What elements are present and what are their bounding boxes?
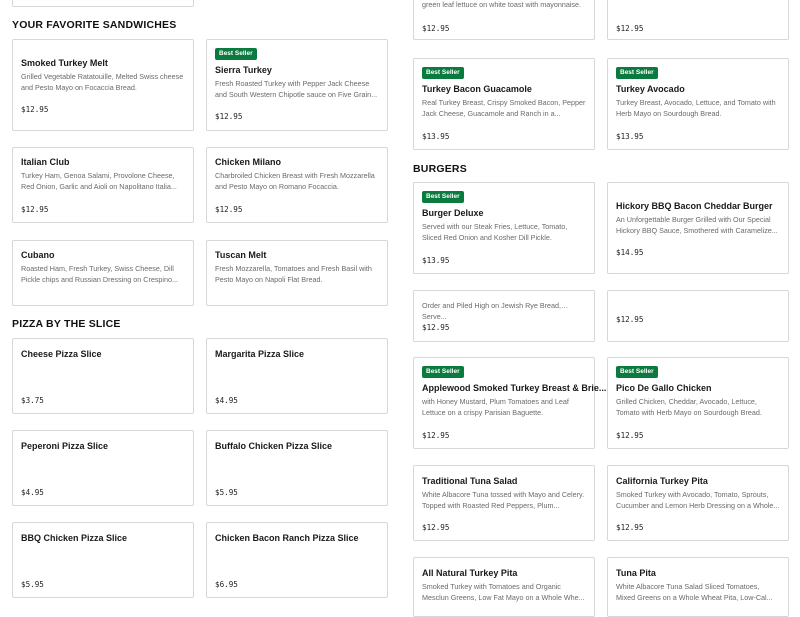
item-name: Sierra Turkey xyxy=(215,65,272,75)
item-price: $14.95 xyxy=(616,248,644,257)
item-description: Grilled Chicken, Cheddar, Avocado, Lettuce, Tomato with Herb Mayo on Sourdough Bread. xyxy=(616,397,762,417)
item-name: Turkey Avocado xyxy=(616,84,685,94)
menu-item-card[interactable] xyxy=(413,465,595,541)
menu-item-card[interactable] xyxy=(413,58,595,150)
section-title-burgers: BURGERS xyxy=(413,163,467,175)
item-price: $4.95 xyxy=(21,488,44,497)
menu-item-card[interactable] xyxy=(12,147,194,223)
item-name: Margarita Pizza Slice xyxy=(215,349,305,359)
item-price: $12.95 xyxy=(616,431,644,440)
item-name: Chicken Milano xyxy=(215,157,282,167)
item-price: $12.95 xyxy=(422,523,450,532)
menu-item-card[interactable] xyxy=(607,58,789,150)
item-name: California Turkey Pita xyxy=(616,476,708,486)
menu-item-card[interactable] xyxy=(413,290,595,342)
menu-item-card[interactable] xyxy=(12,240,194,306)
item-price: $12.95 xyxy=(21,205,49,214)
item-description: White Albacore Tuna tossed with Mayo and Celery. Topped with Roasted Red Peppers, Plum... xyxy=(422,490,585,510)
menu-item-card[interactable] xyxy=(206,338,388,414)
menu-item-card[interactable] xyxy=(206,430,388,506)
best-seller-badge: Best Seller xyxy=(422,366,464,378)
section-title-pizza: PIZZA BY THE SLICE xyxy=(12,318,121,330)
item-name: All Natural Turkey Pita xyxy=(422,568,518,578)
item-description: green leaf lettuce on white toast with mayonnaise. xyxy=(422,0,582,9)
menu-item-card[interactable] xyxy=(12,522,194,598)
item-description: Order and Piled High on Jewish Rye Bread, Serve... xyxy=(422,301,562,321)
menu-item-card[interactable] xyxy=(607,182,789,274)
item-name: Chicken Bacon Ranch Pizza Slice xyxy=(215,533,359,543)
item-price: $6.95 xyxy=(215,580,238,589)
item-description: Real Turkey Breast, Crispy Smoked Bacon, Pepper Jack Cheese, Guacamole and Ranch in a... xyxy=(422,98,586,118)
item-price: $5.95 xyxy=(215,488,238,497)
section-title-sandwiches: YOUR FAVORITE SANDWICHES xyxy=(12,19,177,31)
item-price: $13.95 xyxy=(616,132,644,141)
menu-item-card[interactable] xyxy=(607,465,789,541)
item-description: Smoked Turkey with Tomatoes and Organic Mesclun Greens, Low Fat Mayo on a Whole Whe... xyxy=(422,582,585,602)
menu-item-card[interactable] xyxy=(12,0,194,7)
item-name: Italian Club xyxy=(21,157,70,167)
item-price: $12.95 xyxy=(21,105,49,114)
menu-item-card[interactable] xyxy=(413,357,607,449)
item-price: $13.95 xyxy=(422,256,450,265)
menu-item-card[interactable] xyxy=(206,522,388,598)
menu-item-card[interactable] xyxy=(206,147,388,223)
item-price: $12.95 xyxy=(616,315,644,324)
item-price: $13.95 xyxy=(422,132,450,141)
best-seller-badge: Best Seller xyxy=(616,366,658,378)
best-seller-badge: Best Seller xyxy=(616,67,658,79)
item-description: Turkey Breast, Avocado, Lettuce, and Tomato with Herb Mayo on Sourdough Bread. xyxy=(616,98,776,118)
best-seller-badge: Best Seller xyxy=(422,191,464,203)
item-name: Buffalo Chicken Pizza Slice xyxy=(215,441,333,451)
item-name: Peperoni Pizza Slice xyxy=(21,441,109,451)
item-name: Burger Deluxe xyxy=(422,208,484,218)
menu-item-card[interactable] xyxy=(607,290,789,342)
menu-item-card[interactable] xyxy=(607,357,789,449)
item-description: Fresh Mozzarella, Tomatoes and Fresh Basil with Pesto Mayo on Napoli Flat Bread. xyxy=(215,264,372,284)
menu-item-card[interactable] xyxy=(12,39,194,131)
menu-item-card[interactable] xyxy=(206,240,388,306)
item-price: $12.95 xyxy=(422,24,450,33)
item-name: Tuscan Melt xyxy=(215,250,267,260)
menu-item-card[interactable] xyxy=(12,430,194,506)
menu-item-card[interactable] xyxy=(12,338,194,414)
item-description: White Albacore Tuna Salad Sliced Tomatoes, Mixed Greens on a Whole Wheat Pita, Low-Cal... xyxy=(616,582,773,602)
item-name: Cubano xyxy=(21,250,55,260)
item-name: Traditional Tuna Salad xyxy=(422,476,518,486)
item-price: $12.95 xyxy=(215,112,243,121)
item-price: $12.95 xyxy=(422,431,450,440)
item-description: Roasted Ham, Fresh Turkey, Swiss Cheese, Dill Pickle chips and Russian Dressing on Crespino... xyxy=(21,264,179,284)
item-description: Charbroiled Chicken Breast with Fresh Mozzarella and Pesto Mayo on Romano Focaccia. xyxy=(215,171,375,191)
item-description: Smoked Turkey with Avocado, Tomato, Sprouts, Cucumber and Lemon Herb Dressing on a Whole... xyxy=(616,490,780,510)
best-seller-badge: Best Seller xyxy=(215,48,257,60)
item-name: BBQ Chicken Pizza Slice xyxy=(21,533,128,543)
menu-item-card[interactable] xyxy=(607,557,789,617)
item-price: $12.95 xyxy=(616,24,644,33)
item-price: $12.95 xyxy=(422,323,450,332)
item-description: Grilled Vegetable Ratatouille, Melted Swiss cheese and Pesto Mayo on Focaccia Bread. xyxy=(21,72,184,92)
item-description: Fresh Roasted Turkey with Pepper Jack Cheese and South Western Chipotle sauce on Five Grain... xyxy=(215,79,378,99)
item-name: Tuna Pita xyxy=(616,568,656,578)
menu-item-card[interactable] xyxy=(206,39,388,131)
item-description: An Unforgettable Burger Grilled with Our Special Hickory BBQ Sauce, Smothered with Caramelize... xyxy=(616,215,778,235)
item-name: Smoked Turkey Melt xyxy=(21,58,108,68)
item-price: $4.95 xyxy=(215,396,238,405)
item-name: Applewood Smoked Turkey Breast & Brie... xyxy=(422,383,607,393)
item-price: $12.95 xyxy=(616,523,644,532)
item-description: with Honey Mustard, Plum Tomatoes and Leaf Lettuce on a crispy Parisian Baguette. xyxy=(422,397,569,417)
item-name: Turkey Bacon Guacamole xyxy=(422,84,532,94)
item-price: $12.95 xyxy=(215,205,243,214)
item-name: Cheese Pizza Slice xyxy=(21,349,102,359)
menu-item-card[interactable] xyxy=(413,0,595,40)
item-price: $3.75 xyxy=(21,396,44,405)
item-description: Served with our Steak Fries, Lettuce, Tomato, Sliced Red Onion and Kosher Dill Pickle. xyxy=(422,222,568,242)
menu-item-card[interactable] xyxy=(607,0,789,40)
item-price: $5.95 xyxy=(21,580,44,589)
item-description: Turkey Ham, Genoa Salami, Provolone Cheese, Red Onion, Garlic and Aioli on Napolitano Italia... xyxy=(21,171,177,191)
menu-item-card[interactable] xyxy=(413,182,595,274)
menu-item-card[interactable] xyxy=(413,557,595,617)
item-name: Hickory BBQ Bacon Cheddar Burger xyxy=(616,201,773,211)
best-seller-badge: Best Seller xyxy=(422,67,464,79)
item-name: Pico De Gallo Chicken xyxy=(616,383,712,393)
